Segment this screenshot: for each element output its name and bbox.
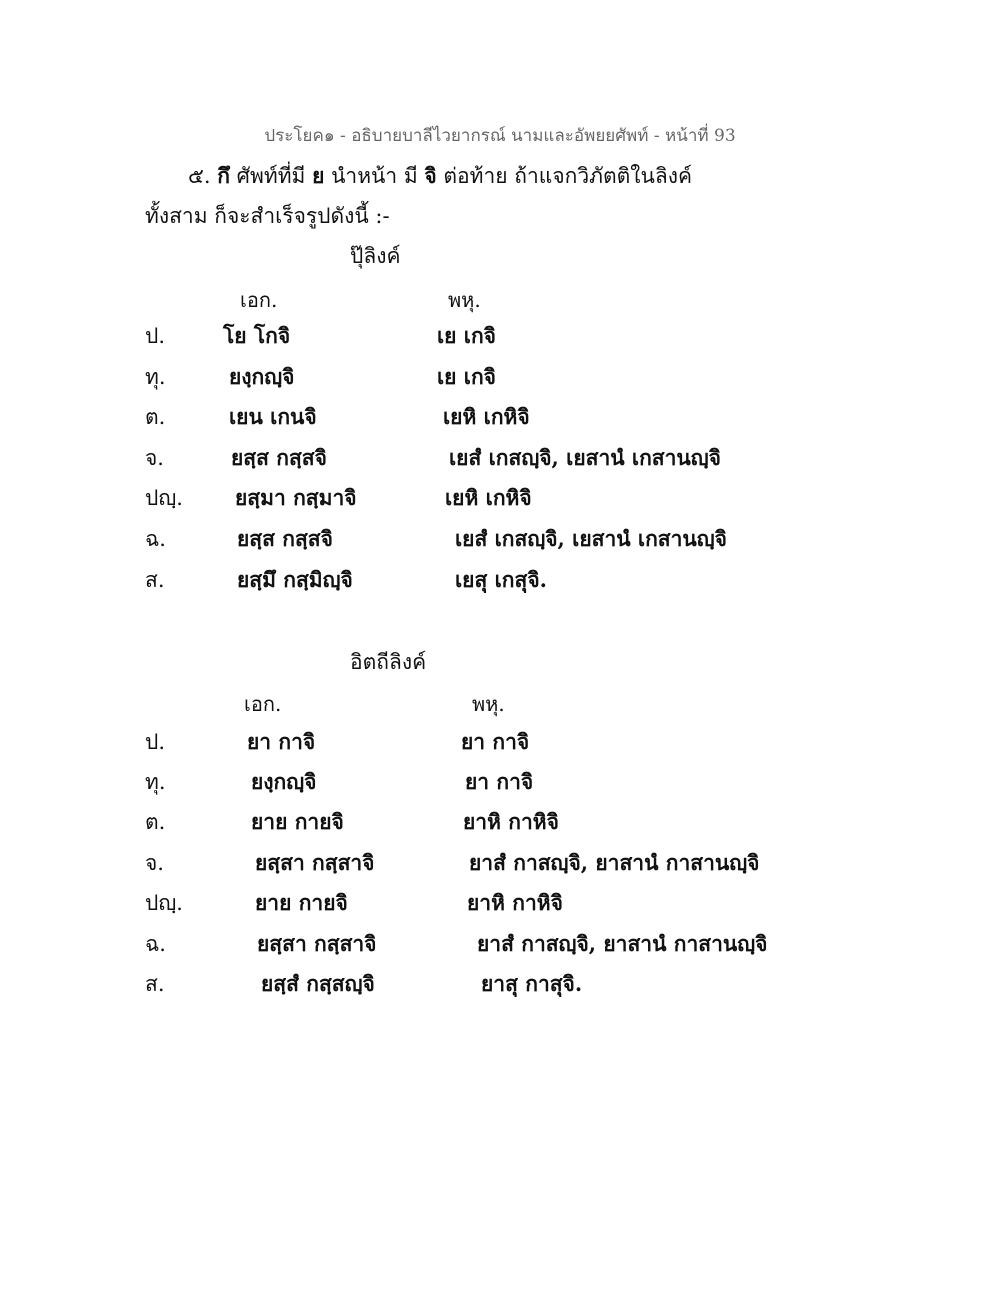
plural-form: เยสํ เกสญฺจิ, เยสานํ เกสานญฺจิ: [455, 526, 727, 551]
plural-form: เยสุ เกสุจิ.: [455, 567, 547, 592]
case-label: ทุ.: [145, 365, 166, 389]
singular-form: ยงฺกญฺจิ: [229, 364, 295, 389]
plural-form: เย เกจิ: [437, 364, 496, 389]
singular-form: ยสฺส กสฺสจิ: [237, 526, 333, 551]
plural-form: ยาสุ กาสุจิ.: [481, 971, 583, 996]
case-label: ปญฺ.: [145, 486, 183, 510]
intro-number: ๕.: [188, 164, 211, 188]
plural-form: เยสํ เกสญฺจิ, เยสานํ เกสานญฺจิ: [449, 445, 721, 470]
singular-form: ยสฺมึ กสฺมิญฺจิ: [237, 567, 353, 592]
case-label: ป.: [145, 730, 166, 754]
intro-text-1: ศัพท์ที่มี: [236, 164, 306, 188]
case-label: ส.: [145, 568, 165, 592]
intro-word-kim: กึ: [217, 163, 230, 188]
feminine-title: อิตถีลิงค์: [350, 650, 427, 674]
case-label: ต.: [145, 810, 166, 834]
case-label: ฉ.: [145, 527, 166, 551]
case-label: จ.: [145, 851, 164, 875]
intro-line-1: [188, 160, 692, 193]
singular-form: ยาย กายจิ: [255, 890, 348, 915]
singular-form: โย โกจิ: [223, 323, 291, 348]
plural-form: เยหิ เกหิจิ: [443, 404, 530, 429]
plural-form: ยาสํ กาสญฺจิ, ยาสานํ กาสานญฺจิ: [469, 850, 760, 875]
feminine-singular-heading: เอก.: [244, 692, 282, 716]
plural-form: ยา กาจิ: [465, 769, 534, 794]
case-label: ต.: [145, 405, 166, 429]
plural-form: ยาสํ กาสญฺจิ, ยาสานํ กาสานญฺจิ: [477, 931, 768, 956]
intro-line-2: ทั้งสาม ก็จะสำเร็จรูปดังนี้ :-: [145, 204, 390, 228]
singular-form: ยสฺสํ กสฺสญฺจิ: [261, 971, 375, 996]
singular-form: เยน เกนจิ: [229, 404, 317, 429]
plural-form: ยาหิ กาหิจิ: [463, 809, 559, 834]
case-label: ทุ.: [145, 770, 166, 794]
masculine-plural-heading: พหุ.: [448, 288, 481, 312]
singular-form: ยสฺมา กสฺมาจิ: [235, 485, 357, 510]
intro-word-ya: ย: [312, 163, 325, 188]
case-label: ป.: [145, 324, 166, 348]
page-header: ประโยค๑ - อธิบายบาลีไวยากรณ์ นามและอัพยยศัพท์ - หน้าที่ 93: [264, 126, 736, 146]
singular-form: ยาย กายจิ: [251, 809, 344, 834]
masculine-singular-heading: เอก.: [240, 288, 278, 312]
plural-form: ยา กาจิ: [461, 729, 530, 754]
case-label: จ.: [145, 446, 164, 470]
case-label: ส.: [145, 972, 165, 996]
intro-text-3: ต่อท้าย ถ้าแจกวิภัตติในลิงค์: [443, 164, 693, 188]
singular-form: ยสฺสา กสฺสาจิ: [257, 931, 377, 956]
singular-form: ยา กาจิ: [247, 729, 316, 754]
intro-text-2: นำหน้า มี: [331, 164, 418, 188]
singular-form: ยสฺส กสฺสจิ: [231, 445, 327, 470]
plural-form: เย เกจิ: [437, 323, 496, 348]
case-label: ปญฺ.: [145, 891, 183, 915]
intro-word-ci: จิ: [424, 163, 437, 188]
case-label: ฉ.: [145, 932, 166, 956]
masculine-title: ปุ๊ลิงค์: [350, 244, 401, 268]
singular-form: ยงฺกญฺจิ: [251, 769, 317, 794]
plural-form: ยาหิ กาหิจิ: [467, 890, 563, 915]
singular-form: ยสฺสา กสฺสาจิ: [255, 850, 375, 875]
feminine-plural-heading: พหุ.: [472, 692, 505, 716]
plural-form: เยหิ เกหิจิ: [445, 485, 532, 510]
